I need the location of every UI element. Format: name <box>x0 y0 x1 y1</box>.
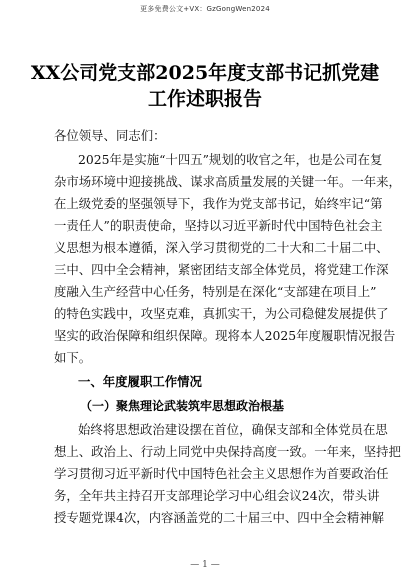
para1-line: 杂市场环境中迎接挑战、谋求高质量发展的关键一年。一年来， <box>54 174 401 189</box>
subsection-heading: （一）聚焦理论武装筑牢思想政治根基 <box>80 399 285 413</box>
watermark-header: 更多免费公文+VX：GzGongWen2024 <box>140 5 270 13</box>
para2-line: 想上、政治上、行动上同党中央保持高度一致。一年来，坚持把 <box>54 444 401 459</box>
para1-line: 义思想为根本遵循，深入学习贯彻党的二十大和二十届二中、 <box>54 240 389 255</box>
para2-line: 务，全年共主持召开支部理论学习中心组会议24次，带头讲 <box>54 488 380 503</box>
para2-line: 始终将思想政治建设摆在首位，确保支部和全体党员在思 <box>78 422 388 437</box>
para1-line: 如下。 <box>54 350 92 365</box>
page-number: — 1 — <box>190 560 220 570</box>
para1-line: 坚实的政治保障和组织保障。现将本人2025年度履职情况报告 <box>54 328 396 343</box>
salutation: 各位领导、同志们： <box>54 128 166 143</box>
para1-line: 一责任人”的职责使命，坚持以习近平新时代中国特色社会主 <box>54 218 383 233</box>
document-title-line-1: XX公司党支部2025年度支部书记抓党建 <box>30 62 380 84</box>
para1-line: 三中、四中全会精神，紧密团结支部全体党员，将党建工作深 <box>54 262 389 277</box>
para1-line: 2025年是实施“十四五”规划的收官之年，也是公司在复 <box>78 152 383 167</box>
para1-line: 在上级党委的坚强领导下，我作为党支部书记，始终牢记“第 <box>54 196 383 211</box>
para1-line: 度融入生产经营中心任务，特别是在深化“支部建在项目上” <box>54 284 377 299</box>
para2-line: 学习贯彻习近平新时代中国特色社会主义思想作为首要政治任 <box>54 466 389 481</box>
para1-line: 的特色实践中，攻坚克难，真抓实干，为公司稳健发展提供了 <box>54 306 389 321</box>
section-heading: 一、年度履职工作情况 <box>78 374 202 389</box>
para2-line: 授专题党课4次，内容涵盖党的二十届三中、四中全会精神解 <box>54 510 385 525</box>
document-title-line-2: 工作述职报告 <box>147 88 262 110</box>
